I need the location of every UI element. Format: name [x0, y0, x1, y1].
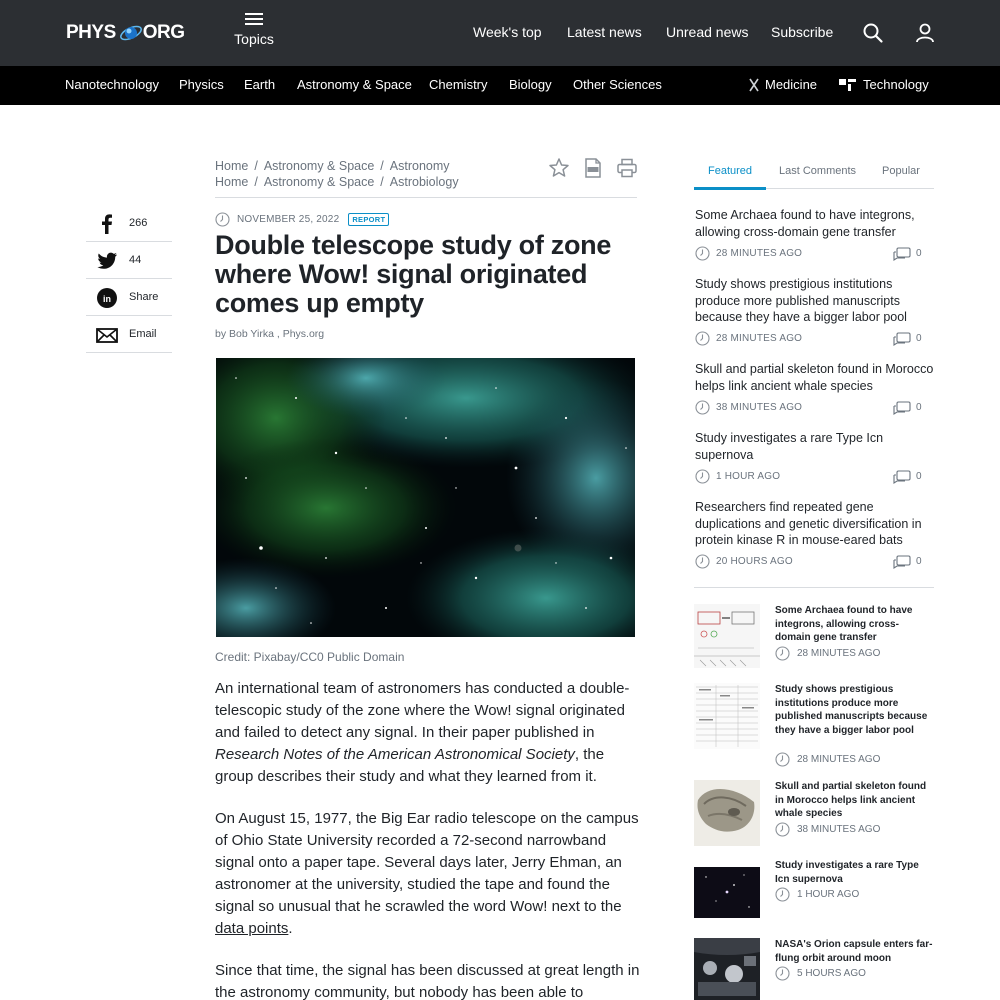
- article-date-row: [215, 211, 389, 227]
- comments-icon[interactable]: [893, 247, 911, 262]
- comments-icon[interactable]: [893, 555, 911, 570]
- svg-text:in: in: [103, 294, 111, 304]
- featured-item-title[interactable]: Some Archaea found to have integrons, allowing cross-domain gene transfer: [695, 208, 915, 239]
- nav-latest-news[interactable]: Latest news: [567, 24, 642, 40]
- email-share-label: Email: [129, 328, 157, 340]
- breadcrumb-astronomy-space[interactable]: Astronomy & Space: [263, 175, 375, 189]
- comment-count: 0: [916, 402, 922, 413]
- article-byline: by Bob Yirka , Phys.org: [215, 328, 325, 340]
- space-nebula-image: [216, 358, 635, 637]
- category-astronomy-space[interactable]: Astronomy & Space: [297, 77, 412, 92]
- tab-featured[interactable]: Featured: [708, 165, 753, 177]
- clock-icon: [775, 966, 790, 981]
- logo-text-left: PHYS: [66, 22, 116, 43]
- news-card-title[interactable]: Study investigates a rare Type Icn supernova: [775, 860, 919, 885]
- featured-item[interactable]: [695, 276, 935, 326]
- comment-count: 0: [916, 556, 922, 567]
- featured-item-title[interactable]: Study investigates a rare Type Icn supernova: [695, 431, 884, 462]
- news-card-thumbnail[interactable]: [694, 780, 760, 846]
- share-twitter-button[interactable]: [86, 242, 172, 279]
- article-date: NOVEMBER 25, 2022: [237, 213, 340, 225]
- sidebar-divider: [694, 587, 934, 588]
- comments-icon[interactable]: [893, 470, 911, 485]
- bookmark-star-icon[interactable]: [548, 157, 570, 179]
- user-account-icon[interactable]: [914, 22, 936, 44]
- linkedin-share-label: Share: [129, 291, 159, 303]
- nav-weeks-top[interactable]: Week's top: [473, 24, 542, 40]
- featured-item[interactable]: [695, 207, 935, 240]
- news-card[interactable]: [694, 683, 934, 767]
- news-card-time: 28 MINUTES AGO: [797, 754, 881, 765]
- news-card[interactable]: [694, 859, 934, 919]
- clock-icon: [775, 887, 790, 902]
- category-physics[interactable]: Physics: [179, 77, 224, 92]
- comments-icon[interactable]: [893, 332, 911, 347]
- news-card-time: 1 HOUR AGO: [797, 889, 860, 900]
- news-card-thumbnail[interactable]: [694, 604, 760, 668]
- category-nanotechnology[interactable]: Nanotechnology: [65, 77, 159, 92]
- twitter-share-count: 44: [129, 254, 142, 266]
- active-tab-indicator: [694, 187, 766, 190]
- tab-last-comments[interactable]: Last Comments: [779, 165, 857, 177]
- breadcrumb-astronomy-space[interactable]: Astronomy & Space: [263, 159, 375, 173]
- news-card-title[interactable]: NASA's Orion capsule enters far-flung orbit around moon: [775, 939, 933, 964]
- facebook-icon: [96, 214, 118, 234]
- clock-icon: [695, 246, 710, 261]
- share-facebook-button[interactable]: [86, 205, 172, 242]
- featured-item-time: 20 HOURS AGO: [716, 556, 793, 567]
- clock-icon: [215, 212, 230, 227]
- news-card-title[interactable]: Skull and partial skeleton found in Morocco helps link ancient whale species: [775, 781, 927, 819]
- breadcrumb-divider: [215, 197, 637, 198]
- tab-popular[interactable]: Popular: [882, 165, 920, 177]
- news-card-title[interactable]: Some Archaea found to have integrons, allowing cross-domain gene transfer: [775, 605, 913, 643]
- breadcrumb-home[interactable]: Home: [215, 159, 249, 173]
- news-card-thumbnail[interactable]: [694, 683, 760, 749]
- featured-item-meta: [695, 400, 930, 416]
- image-credit: Credit: Pixabay/CC0 Public Domain: [215, 650, 405, 664]
- site-logo[interactable]: [66, 16, 185, 50]
- supernova-thumbnail-image: [694, 867, 760, 918]
- category-bar: [0, 66, 1000, 105]
- category-chemistry[interactable]: Chemistry: [429, 77, 488, 92]
- clock-icon: [775, 646, 790, 661]
- logo-text-right: ORG: [142, 22, 185, 43]
- featured-item-meta: [695, 469, 930, 485]
- article-paragraph: [215, 808, 640, 940]
- news-card[interactable]: [694, 938, 934, 1000]
- featured-item-meta: [695, 554, 930, 570]
- category-biology[interactable]: Biology: [509, 77, 552, 92]
- table-thumbnail-image: [694, 683, 760, 749]
- comments-icon[interactable]: [893, 401, 911, 416]
- pdf-icon[interactable]: [582, 157, 604, 179]
- featured-item[interactable]: [695, 361, 935, 394]
- clock-icon: [695, 331, 710, 346]
- breadcrumb: Home / Astronomy & Space / Astronomy: [215, 159, 450, 173]
- twitter-icon: [96, 251, 118, 271]
- news-card[interactable]: [694, 604, 934, 670]
- facebook-share-count: 266: [129, 217, 148, 229]
- news-card-time: 38 MINUTES AGO: [797, 824, 881, 835]
- comment-count: 0: [916, 248, 922, 259]
- featured-item-meta: [695, 246, 930, 262]
- orion-capsule-thumbnail-image: [694, 938, 760, 1000]
- news-card-thumbnail[interactable]: [694, 867, 760, 918]
- medicine-icon: [749, 78, 759, 92]
- featured-item-title[interactable]: Study shows prestigious institutions produce more published manuscripts because they have a bigger labor pool: [695, 277, 907, 324]
- clock-icon: [695, 469, 710, 484]
- clock-icon: [695, 400, 710, 415]
- category-earth[interactable]: Earth: [244, 77, 276, 92]
- report-badge: REPORT: [348, 213, 389, 226]
- logo-orb-icon: [119, 21, 143, 45]
- featured-item[interactable]: [695, 499, 935, 549]
- featured-item-time: 38 MINUTES AGO: [716, 402, 803, 413]
- technology-icon: [839, 78, 857, 92]
- paragraph-text: .: [288, 920, 293, 937]
- featured-item-title[interactable]: Researchers find repeated gene duplications and genetic diversification in protein kinase R in mouse-eared bats: [695, 500, 922, 547]
- article-paragraph: [215, 678, 640, 788]
- topics-menu-button[interactable]: [232, 13, 276, 47]
- clock-icon: [775, 752, 790, 767]
- news-card-title[interactable]: Study shows prestigious institutions produce more published manuscripts because they have a bigger labor pool: [775, 684, 928, 736]
- featured-item-title[interactable]: Skull and partial skeleton found in Morocco helps link ancient whale species: [695, 362, 934, 393]
- comment-count: 0: [916, 471, 922, 482]
- print-icon[interactable]: [616, 157, 638, 179]
- category-other-sciences[interactable]: Other Sciences: [573, 77, 662, 92]
- clock-icon: [775, 822, 790, 837]
- article-hero-image: [216, 358, 635, 637]
- breadcrumb-astrobiology[interactable]: Astrobiology: [389, 175, 459, 189]
- breadcrumb-astronomy[interactable]: Astronomy: [389, 159, 450, 173]
- data-points-link[interactable]: data points: [215, 920, 289, 937]
- paragraph-text: , the group describes their study and what they learned from it.: [215, 746, 605, 785]
- diagram-thumbnail-image: [694, 604, 760, 668]
- skull-fossil-thumbnail-image: [694, 780, 760, 846]
- share-email-button[interactable]: [86, 316, 172, 353]
- featured-item[interactable]: [695, 430, 935, 463]
- article-paragraph: Since that time, the signal has been discussed at great length in the astronomy community, but nobody has been able to: [215, 962, 640, 1000]
- article-title: Double telescope study of zone where Wow! signal originated comes up empty: [215, 230, 612, 318]
- breadcrumb-home[interactable]: Home: [215, 175, 249, 189]
- topics-label: Topics: [234, 31, 274, 47]
- news-card-time: 5 HOURS AGO: [797, 968, 866, 979]
- featured-item-meta: [695, 331, 930, 347]
- search-icon[interactable]: [862, 22, 884, 44]
- nav-unread-news[interactable]: Unread news: [666, 24, 749, 40]
- paragraph-text: On August 15, 1977, the Big Ear radio telescope on the campus of Ohio State University recorded a 72-second narrowband signal onto a paper tape. Several days later, Jerry Ehman, an astronomer at the university, studied the tape and found the signal so unusual that he scrawled the word Wow! next to the: [215, 810, 639, 915]
- comment-count: 0: [916, 333, 922, 344]
- clock-icon: [695, 554, 710, 569]
- featured-item-time: 28 MINUTES AGO: [716, 248, 803, 259]
- journal-name: Research Notes of the American Astronomical Society: [215, 746, 575, 763]
- news-card-thumbnail[interactable]: [694, 938, 760, 1000]
- news-card[interactable]: [694, 780, 934, 846]
- featured-item-time: 28 MINUTES AGO: [716, 333, 803, 344]
- hamburger-icon: [245, 13, 263, 26]
- breadcrumb: Home / Astronomy & Space / Astrobiology: [215, 175, 459, 189]
- news-card-time: 28 MINUTES AGO: [797, 648, 881, 659]
- paragraph-text: An international team of astronomers has conducted a double-telescopic study of the zone where the Wow! signal originated and failed to detect any signal. In their paper published in: [215, 680, 630, 741]
- featured-item-time: 1 HOUR AGO: [716, 471, 781, 482]
- top-bar: [0, 0, 1000, 66]
- category-medicine[interactable]: Medicine: [765, 77, 818, 92]
- nav-subscribe[interactable]: Subscribe: [771, 24, 834, 40]
- email-icon: [96, 325, 118, 345]
- share-linkedin-button[interactable]: [86, 279, 172, 316]
- linkedin-icon: [96, 288, 118, 308]
- category-technology[interactable]: Technology: [863, 77, 929, 92]
